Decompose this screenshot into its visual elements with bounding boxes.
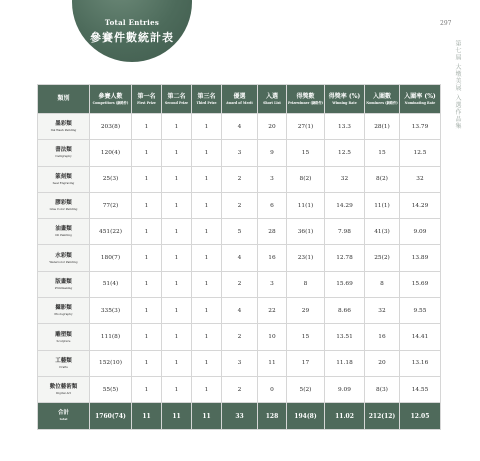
- table-row: [38, 114, 441, 140]
- value-cell: 1: [162, 350, 192, 376]
- column-header: [325, 85, 365, 114]
- value-cell: 8(2): [287, 166, 325, 192]
- value-cell: 12.5: [400, 140, 441, 166]
- value-cell: 2: [222, 271, 258, 297]
- value-cell: 1: [132, 298, 162, 324]
- category-en: Calligraphy: [55, 154, 72, 159]
- total-value-cell: 11.02: [325, 403, 365, 430]
- value-cell: 13.16: [400, 350, 441, 376]
- category-zh: 版畫類: [55, 278, 72, 285]
- column-header: [222, 85, 258, 114]
- value-cell: 14.29: [400, 192, 441, 218]
- category-zh: 數位藝術類: [49, 384, 78, 391]
- column-header-en: First Prize: [137, 100, 156, 105]
- table-row: [38, 324, 441, 350]
- value-cell: 32: [400, 166, 441, 192]
- value-cell: 1: [192, 219, 222, 245]
- column-header-zh: 參賽人數: [98, 92, 123, 100]
- category-en: Sculpture: [56, 338, 71, 343]
- value-cell: 3: [258, 166, 287, 192]
- value-cell: 8: [365, 271, 400, 297]
- value-cell: 1: [132, 140, 162, 166]
- value-cell: 1: [132, 271, 162, 297]
- category-cell: [38, 114, 90, 140]
- value-cell: 451(22): [90, 219, 132, 245]
- category-zh: 工藝類: [55, 357, 72, 364]
- value-cell: 180(7): [90, 245, 132, 271]
- total-value-cell: 194(8): [287, 403, 325, 430]
- value-cell: 15.69: [400, 271, 441, 297]
- value-cell: 1: [162, 245, 192, 271]
- table-row: [38, 350, 441, 376]
- column-header-zh: 第二名: [167, 92, 186, 100]
- entries-table: [37, 84, 441, 430]
- page-number: 297: [440, 20, 452, 27]
- value-cell: 32: [325, 166, 365, 192]
- value-cell: 1: [192, 114, 222, 140]
- title-zh: 參賽件數統計表: [90, 31, 174, 44]
- column-header: [400, 85, 441, 114]
- value-cell: 20: [258, 114, 287, 140]
- column-header: [365, 85, 400, 114]
- category-zh: 油畫類: [55, 226, 72, 233]
- value-cell: 14.29: [325, 192, 365, 218]
- value-cell: 13.3: [325, 114, 365, 140]
- value-cell: 23(1): [287, 245, 325, 271]
- value-cell: 1: [192, 324, 222, 350]
- table-footer: [38, 403, 441, 430]
- value-cell: 20: [365, 350, 400, 376]
- value-cell: 1: [162, 271, 192, 297]
- table-row: [38, 271, 441, 297]
- value-cell: 13.51: [325, 324, 365, 350]
- value-cell: 55(5): [90, 376, 132, 402]
- value-cell: 1: [132, 350, 162, 376]
- value-cell: 1: [162, 166, 192, 192]
- value-cell: 9.09: [325, 376, 365, 402]
- column-header-en: Winning Rate: [332, 100, 357, 105]
- table-row: [38, 298, 441, 324]
- category-cell: [38, 350, 90, 376]
- value-cell: 4: [222, 298, 258, 324]
- value-cell: 77(2): [90, 192, 132, 218]
- table-row: [38, 219, 441, 245]
- value-cell: 152(10): [90, 350, 132, 376]
- category-zh: 雕塑類: [55, 331, 72, 338]
- value-cell: 14.41: [400, 324, 441, 350]
- total-value-cell: 11: [192, 403, 222, 430]
- table-row: [38, 140, 441, 166]
- column-header-en: Nominees (網路件): [366, 100, 398, 105]
- column-header: [192, 85, 222, 114]
- total-label-cell: [38, 403, 90, 430]
- value-cell: 1: [132, 192, 162, 218]
- column-header: [162, 85, 192, 114]
- value-cell: 120(4): [90, 140, 132, 166]
- value-cell: 15: [365, 140, 400, 166]
- column-header-zh: 入圍率 (%): [404, 92, 436, 100]
- table-body: [38, 114, 441, 403]
- value-cell: 1: [192, 298, 222, 324]
- column-header-en: Second Prize: [164, 100, 189, 105]
- value-cell: 1: [132, 376, 162, 402]
- category-zh: 攝影類: [55, 305, 72, 312]
- value-cell: 2: [222, 376, 258, 402]
- category-zh: 水彩類: [55, 252, 72, 259]
- column-header-en: Short List: [263, 100, 281, 105]
- value-cell: 25(3): [90, 166, 132, 192]
- category-cell: [38, 219, 90, 245]
- category-en: Photography: [54, 312, 73, 317]
- value-cell: 16: [258, 245, 287, 271]
- category-en: Printmaking: [54, 285, 73, 290]
- value-cell: 25(2): [365, 245, 400, 271]
- value-cell: 4: [222, 245, 258, 271]
- column-header-zh: 類別: [57, 95, 70, 102]
- title-en: Total Entries: [104, 18, 160, 27]
- column-header-zh: 得獎率 (%): [328, 92, 361, 100]
- category-en: Seal Engraving: [52, 180, 75, 185]
- value-cell: 11(1): [287, 192, 325, 218]
- value-cell: 12.5: [325, 140, 365, 166]
- value-cell: 41(3): [365, 219, 400, 245]
- value-cell: 1: [162, 114, 192, 140]
- value-cell: 9.09: [400, 219, 441, 245]
- value-cell: 9: [258, 140, 287, 166]
- value-cell: 1: [192, 376, 222, 402]
- column-header-en: Third Prize: [196, 100, 217, 105]
- column-header-zh: 入圍數: [372, 92, 391, 100]
- category-en: Watercolor Painting: [49, 259, 78, 264]
- value-cell: 5: [222, 219, 258, 245]
- value-cell: 16: [365, 324, 400, 350]
- side-text: 第七屆 大墩美展 入選作品集: [454, 40, 461, 130]
- category-zh: 墨彩類: [55, 121, 72, 128]
- category-zh: 膠彩類: [55, 200, 72, 207]
- value-cell: 1: [192, 140, 222, 166]
- value-cell: 1: [132, 245, 162, 271]
- category-en: Ink Wash Painting: [50, 128, 77, 133]
- value-cell: 1: [192, 166, 222, 192]
- category-cell: [38, 166, 90, 192]
- total-value-cell: 11: [162, 403, 192, 430]
- category-cell: [38, 271, 90, 297]
- category-cell: [38, 192, 90, 218]
- value-cell: 1: [192, 350, 222, 376]
- value-cell: 2: [222, 166, 258, 192]
- value-cell: 11(1): [365, 192, 400, 218]
- category-cell: [38, 140, 90, 166]
- value-cell: 11: [258, 350, 287, 376]
- table-row: [38, 166, 441, 192]
- column-header: [287, 85, 325, 114]
- value-cell: 1: [192, 192, 222, 218]
- value-cell: 9.55: [400, 298, 441, 324]
- value-cell: 51(4): [90, 271, 132, 297]
- column-header-zh: 第三名: [197, 92, 216, 100]
- total-value-cell: 212(12): [365, 403, 400, 430]
- value-cell: 203(8): [90, 114, 132, 140]
- value-cell: 8(3): [365, 376, 400, 402]
- value-cell: 22: [258, 298, 287, 324]
- value-cell: 1: [162, 376, 192, 402]
- total-value-cell: 1760(74): [90, 403, 132, 430]
- value-cell: 28: [258, 219, 287, 245]
- value-cell: 2: [222, 192, 258, 218]
- category-cell: [38, 245, 90, 271]
- value-cell: 1: [162, 298, 192, 324]
- category-en: Oil Painting: [55, 233, 72, 238]
- value-cell: 1: [192, 271, 222, 297]
- column-header-zh: 第一名: [137, 92, 156, 100]
- total-value-cell: 128: [258, 403, 287, 430]
- category-en: Digital Art: [56, 391, 71, 396]
- column-header-zh: 入選: [265, 92, 278, 100]
- value-cell: 13.79: [400, 114, 441, 140]
- column-header: [38, 85, 90, 114]
- column-header-zh: 優選: [233, 92, 246, 100]
- value-cell: 17: [287, 350, 325, 376]
- column-header: [258, 85, 287, 114]
- value-cell: 1: [132, 114, 162, 140]
- table-row: [38, 192, 441, 218]
- value-cell: 3: [258, 271, 287, 297]
- category-zh: 篆刻類: [55, 173, 72, 180]
- value-cell: 27(1): [287, 114, 325, 140]
- value-cell: 1: [192, 245, 222, 271]
- value-cell: 4: [222, 114, 258, 140]
- table-row: [38, 245, 441, 271]
- column-header-zh: 得獎數: [296, 92, 315, 100]
- value-cell: 335(3): [90, 298, 132, 324]
- value-cell: 1: [132, 324, 162, 350]
- value-cell: 8(2): [365, 166, 400, 192]
- value-cell: 15: [287, 324, 325, 350]
- value-cell: 6: [258, 192, 287, 218]
- value-cell: 2: [222, 324, 258, 350]
- value-cell: 8.66: [325, 298, 365, 324]
- value-cell: 1: [162, 324, 192, 350]
- column-header-en: Competitors (網路件): [92, 100, 129, 105]
- category-cell: [38, 298, 90, 324]
- value-cell: 15: [287, 140, 325, 166]
- value-cell: 111(8): [90, 324, 132, 350]
- category-cell: [38, 376, 90, 402]
- value-cell: 13.89: [400, 245, 441, 271]
- value-cell: 0: [258, 376, 287, 402]
- value-cell: 29: [287, 298, 325, 324]
- value-cell: 36(1): [287, 219, 325, 245]
- value-cell: 11.18: [325, 350, 365, 376]
- value-cell: 1: [132, 219, 162, 245]
- value-cell: 28(1): [365, 114, 400, 140]
- total-en: total: [59, 417, 68, 422]
- value-cell: 1: [162, 192, 192, 218]
- column-header: [132, 85, 162, 114]
- value-cell: 10: [258, 324, 287, 350]
- category-cell: [38, 324, 90, 350]
- category-en: Crafts: [59, 364, 68, 369]
- value-cell: 1: [162, 140, 192, 166]
- column-header: [90, 85, 132, 114]
- value-cell: 15.69: [325, 271, 365, 297]
- total-value-cell: 33: [222, 403, 258, 430]
- column-header-en: Award of Merit: [226, 100, 253, 105]
- value-cell: 12.78: [325, 245, 365, 271]
- value-cell: 3: [222, 350, 258, 376]
- value-cell: 8: [287, 271, 325, 297]
- value-cell: 1: [132, 166, 162, 192]
- total-value-cell: 12.05: [400, 403, 441, 430]
- value-cell: 5(2): [287, 376, 325, 402]
- value-cell: 3: [222, 140, 258, 166]
- total-zh: 合計: [57, 410, 69, 417]
- table-row: [38, 376, 441, 402]
- table-header: [38, 85, 441, 114]
- value-cell: 1: [162, 219, 192, 245]
- column-header-en: Nominating Rate: [404, 100, 436, 105]
- value-cell: 32: [365, 298, 400, 324]
- category-zh: 書法類: [55, 147, 72, 154]
- total-value-cell: 11: [132, 403, 162, 430]
- value-cell: 14.55: [400, 376, 441, 402]
- category-en: Glue Color Painting: [49, 207, 78, 212]
- value-cell: 7.98: [325, 219, 365, 245]
- column-header-en: Prizewinner (網路件): [287, 100, 324, 105]
